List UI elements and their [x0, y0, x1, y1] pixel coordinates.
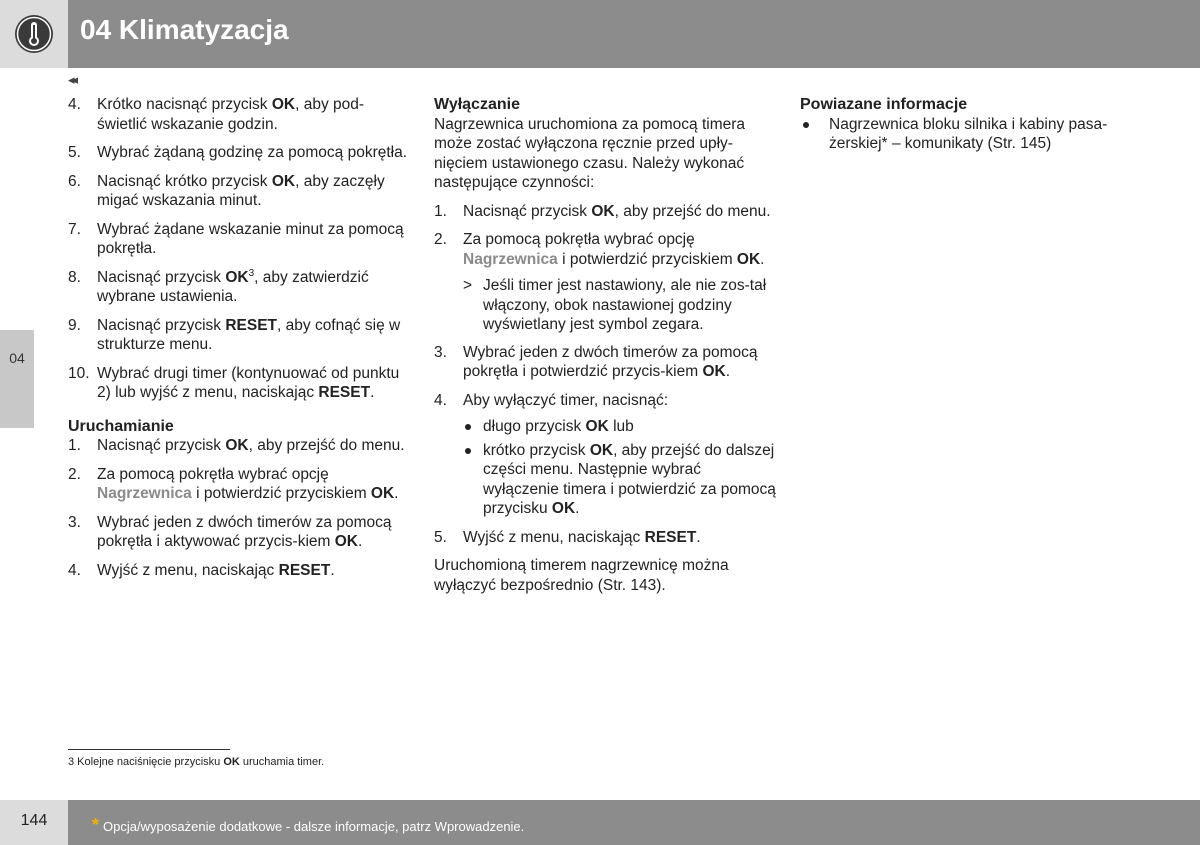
item-number: 4. — [68, 561, 81, 579]
list-item — [68, 436, 413, 456]
button-label-reset: RESET — [225, 316, 278, 334]
item-text: . — [575, 500, 580, 517]
item-number: 4. — [68, 96, 81, 113]
list-item — [434, 391, 779, 411]
chapter-tab[interactable] — [0, 330, 34, 428]
list-item — [434, 343, 779, 382]
list-item — [68, 172, 413, 211]
menu-option-name: Nagrzewnica — [463, 250, 558, 268]
bullet-item — [463, 441, 779, 519]
footnote-divider — [68, 749, 230, 750]
item-text: Nacisnąć krótko przycisk — [97, 172, 272, 190]
list-item — [68, 513, 413, 552]
item-number: 9. — [68, 316, 81, 334]
item-number: 4. — [434, 391, 447, 409]
item-text: . — [394, 485, 399, 502]
button-label-reset: RESET — [318, 384, 371, 401]
item-text: , aby zatwierdzić wybrane ustawienia. — [97, 268, 369, 305]
item-text: Nacisnąć przycisk — [97, 268, 226, 286]
bullet-item — [463, 417, 779, 437]
item-text: i potwierdzić przyciskiem — [557, 250, 737, 268]
item-text: Za pomocą pokrętła wybrać opcję — [97, 465, 329, 483]
item-text: . — [760, 250, 765, 268]
item-number: 8. — [68, 268, 81, 286]
button-label-ok: OK — [589, 441, 614, 459]
button-label-ok: OK — [585, 418, 609, 435]
item-number: 10. — [68, 364, 90, 382]
list-item — [68, 465, 413, 504]
footer-note — [92, 815, 524, 836]
footnote — [68, 756, 324, 768]
button-label-ok: OK — [225, 268, 249, 286]
button-label-reset: RESET — [644, 528, 697, 546]
footnote-text: uruchamia timer. — [239, 756, 325, 768]
item-text: Nacisnąć przycisk — [97, 316, 226, 334]
item-text: Nacisnąć przycisk — [463, 202, 592, 220]
column-1 — [68, 95, 413, 589]
item-text: lub — [608, 418, 634, 435]
button-label-ok: OK — [370, 485, 395, 502]
item-text: , aby przejść do dalszej części menu. Następnie wybrać wyłączenie timera i potwierdzić za pomocą przycisku — [483, 441, 776, 517]
item-text: Nacisnąć przycisk — [97, 437, 226, 454]
list-item — [434, 202, 779, 222]
button-label-reset: RESET — [278, 561, 331, 579]
item-text: . — [357, 533, 363, 550]
item-text: Wyjść z menu, naciskając — [463, 528, 645, 546]
bullet-dot-icon — [465, 424, 471, 430]
button-label-ok: OK — [223, 756, 240, 768]
item-number: 1. — [434, 202, 447, 220]
page-title: 04 Klimatyzacja — [80, 14, 289, 45]
result-marker: > — [463, 277, 473, 294]
item-number: 2. — [434, 231, 447, 248]
item-text: krótko przycisk — [483, 441, 590, 459]
item-text: Wyjść z menu, naciskając — [97, 561, 279, 579]
page-number: 144 — [20, 812, 48, 829]
bullet-dot-icon — [465, 448, 471, 454]
item-text: , aby przejść do menu. — [248, 437, 405, 454]
related-link[interactable] — [800, 115, 1130, 154]
item-text: Wybrać żądaną godzinę za pomocą pokrętła. — [97, 144, 408, 161]
related-info-heading: Powiazane informacje — [800, 96, 968, 113]
bullet-dot-icon — [803, 122, 809, 128]
page-header — [0, 0, 1200, 68]
section-heading-stop: Wyłączanie — [434, 96, 520, 113]
item-text: Wybrać żądane wskazanie minut za pomocą pokrętła. — [97, 220, 404, 257]
item-text: Wybrać jeden z dwóch timerów za pomocą pokrętła i potwierdzić przycis-kiem — [463, 343, 758, 380]
list-item — [68, 268, 413, 307]
item-text: Wybrać drugi timer (kontynuować od punktu 2) lub wyjść z menu, naciskając — [97, 364, 400, 401]
page-footer — [68, 800, 1200, 845]
column-2 — [434, 95, 779, 604]
thermometer-icon — [14, 14, 54, 54]
list-item — [68, 316, 413, 355]
intro-paragraph: Nagrzewnica uruchomiona za pomocą timera może zostać wyłączona ręcznie przed upły-nięciem ustawionego czasu. Należy wykonać następujące czynności: — [434, 115, 746, 191]
list-item — [434, 528, 779, 548]
result-note — [463, 276, 779, 335]
item-text: Krótko nacisnąć przycisk — [97, 96, 272, 113]
item-number: 1. — [68, 437, 81, 454]
footer-text: Opcja/wyposażenie dodatkowe - dalsze informacje, patrz Wprowadzenie. — [103, 819, 525, 834]
item-text: i potwierdzić przyciskiem — [191, 485, 371, 502]
asterisk-icon: * — [92, 815, 100, 835]
list-item — [68, 561, 413, 581]
back-arrows-icon[interactable]: ◂◂ — [68, 72, 76, 87]
menu-option-name: Nagrzewnica — [97, 485, 192, 502]
item-text: długo przycisk — [483, 418, 586, 435]
item-text: . — [330, 561, 335, 579]
column-3 — [800, 95, 1130, 154]
related-link-text[interactable]: Nagrzewnica bloku silnika i kabiny pasa-żerskiej* – komunikaty (Str. 145) — [829, 115, 1108, 152]
section-heading-start: Uruchamianie — [68, 417, 174, 435]
item-number: 2. — [68, 465, 81, 483]
list-item — [68, 220, 413, 259]
item-number: 7. — [68, 220, 81, 238]
button-label-ok: OK — [702, 363, 726, 380]
item-number: 3. — [434, 343, 447, 361]
list-item — [68, 143, 413, 163]
item-text: , aby pod-świetlić wskazanie godzin. — [97, 96, 365, 133]
header-icon-box — [0, 0, 68, 68]
button-label-ok: OK — [736, 250, 761, 268]
item-text: . — [725, 363, 731, 380]
button-label-ok: OK — [271, 96, 296, 113]
item-text: . — [696, 528, 701, 546]
item-number: 5. — [434, 528, 447, 546]
chapter-tab-label: 04 — [9, 350, 25, 366]
footnote-ref[interactable]: 3 — [248, 267, 255, 279]
list-item — [434, 230, 779, 269]
item-number: 3. — [68, 513, 81, 531]
item-text: . — [370, 384, 375, 401]
outro-paragraph: Uruchomioną timerem nagrzewnicę można wyłączyć bezpośrednio (Str. 143). — [434, 557, 729, 594]
item-number: 5. — [68, 144, 81, 161]
footnote-text: Kolejne naciśnięcie przycisku — [74, 756, 224, 768]
item-text: , aby cofnąć się w strukturze menu. — [97, 316, 401, 353]
page-number-box — [0, 800, 68, 845]
item-text: , aby zaczęły migać wskazania minut. — [97, 172, 385, 209]
item-text: Za pomocą pokrętła wybrać opcję — [463, 231, 695, 248]
button-label-ok: OK — [591, 202, 615, 220]
item-text: Aby wyłączyć timer, nacisnąć: — [463, 391, 669, 409]
item-number: 6. — [68, 172, 81, 190]
button-label-ok: OK — [551, 500, 576, 517]
button-label-ok: OK — [271, 172, 296, 190]
item-text: , aby przejść do menu. — [614, 202, 771, 220]
item-text: Wybrać jeden z dwóch timerów za pomocą pokrętła i aktywować przycis-kiem — [97, 513, 392, 550]
list-item — [68, 364, 413, 403]
button-label-ok: OK — [334, 533, 358, 550]
result-text: Jeśli timer jest nastawiony, ale nie zos-tał włączony, obok nastawionej godziny wyświetlany jest symbol zegara. — [483, 277, 767, 333]
list-item — [68, 95, 413, 134]
button-label-ok: OK — [225, 437, 249, 454]
footnote-mark: 3 — [68, 756, 75, 768]
